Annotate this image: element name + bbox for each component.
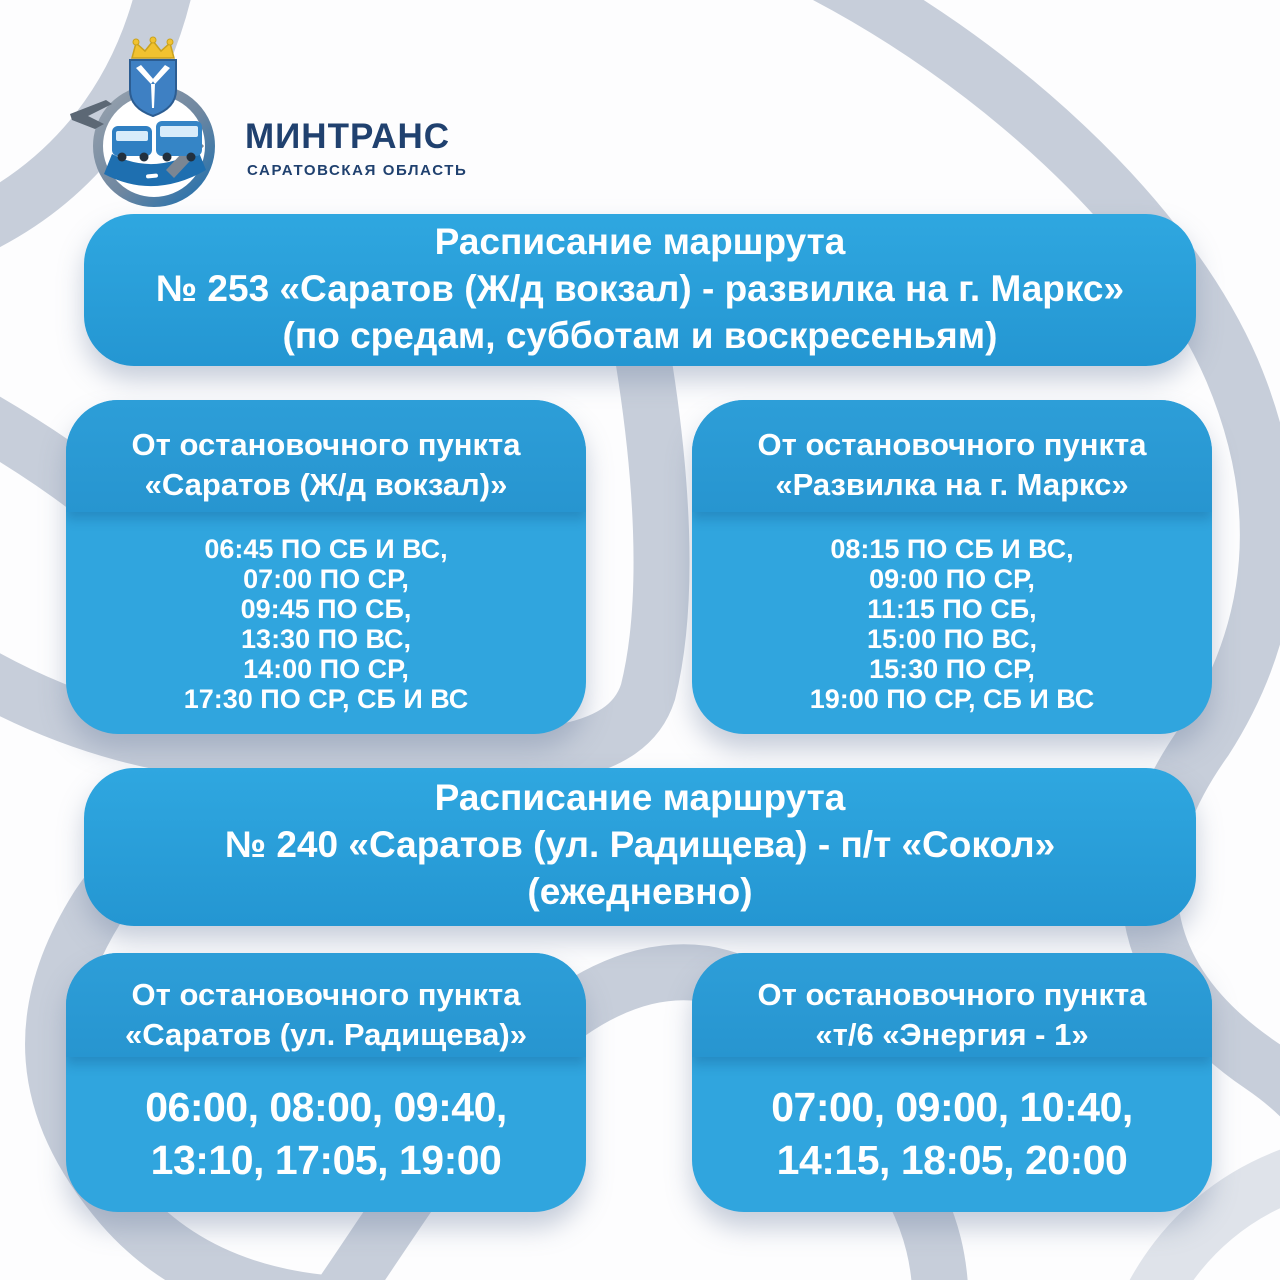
time-row: 08:15 ПО СБ И ВС, — [830, 534, 1074, 564]
card-253-from-saratov — [66, 400, 586, 734]
time-row: 11:15 ПО СБ, — [867, 594, 1037, 624]
time-row: 15:30 ПО СР, — [869, 654, 1035, 684]
departure-times — [692, 512, 1212, 714]
route-240-banner — [84, 768, 1196, 926]
banner-line-2: № 253 «Саратов (Ж/д вокзал) - развилка на г. Маркс» — [155, 268, 1125, 309]
time-row: 15:00 ПО ВС, — [867, 624, 1037, 654]
time-row: 17:30 ПО СР, СБ И ВС — [183, 684, 469, 714]
time-row: 07:00 ПО СР, — [243, 564, 409, 594]
mintrans-logo — [40, 20, 470, 230]
time-row: 14:15, 18:05, 20:00 — [776, 1137, 1128, 1183]
card-253-from-marks — [692, 400, 1212, 734]
banner-line-1: Расписание маршрута — [434, 221, 846, 262]
time-row: 06:45 ПО СБ И ВС, — [204, 534, 448, 564]
card-header — [692, 400, 1212, 512]
logo-title: МИНТРАНС — [245, 117, 451, 156]
stop-header-line-2: «Развилка на г. Маркс» — [775, 467, 1129, 502]
time-row: 13:10, 17:05, 19:00 — [150, 1137, 502, 1183]
stop-header-line-1: От остановочного пункта — [757, 427, 1147, 462]
logo-subtitle: САРАТОВСКАЯ ОБЛАСТЬ — [247, 162, 468, 179]
saratov-crest — [130, 37, 176, 116]
time-row: 13:30 ПО ВС, — [241, 624, 411, 654]
departure-times — [66, 512, 586, 714]
time-row: 07:00, 09:00, 10:40, — [771, 1084, 1133, 1130]
card-header — [692, 953, 1212, 1057]
departure-times — [692, 1057, 1212, 1187]
card-240-from-radishcheva — [66, 953, 586, 1212]
stop-header-line-1: От остановочного пункта — [131, 427, 521, 462]
time-row: 09:00 ПО СР, — [869, 564, 1035, 594]
departure-times — [66, 1057, 586, 1187]
stop-header-line-2: «Саратов (Ж/д вокзал)» — [144, 467, 508, 502]
time-row: 06:00, 08:00, 09:40, — [145, 1084, 507, 1130]
stop-header-line-1: От остановочного пункта — [757, 977, 1147, 1012]
trolleybus-icon — [156, 121, 202, 162]
banner-line-2: № 240 «Саратов (ул. Радищева) - п/т «Сокол» — [224, 824, 1056, 865]
banner-line-1: Расписание маршрута — [434, 777, 846, 818]
time-row: 14:00 ПО СР, — [243, 654, 409, 684]
card-240-from-energia — [692, 953, 1212, 1212]
card-header — [66, 400, 586, 512]
route-253-banner — [84, 214, 1196, 366]
stop-header-line-1: От остановочного пункта — [131, 977, 521, 1012]
banner-line-3: (по средам, субботам и воскресеньям) — [282, 315, 998, 356]
time-row: 19:00 ПО СР, СБ И ВС — [809, 684, 1095, 714]
stop-header-line-2: «т/6 «Энергия - 1» — [815, 1017, 1089, 1052]
stop-header-line-2: «Саратов (ул. Радищева)» — [125, 1017, 527, 1052]
time-row: 09:45 ПО СБ, — [240, 594, 412, 624]
banner-line-3: (ежедневно) — [527, 871, 753, 912]
card-header — [66, 953, 586, 1057]
